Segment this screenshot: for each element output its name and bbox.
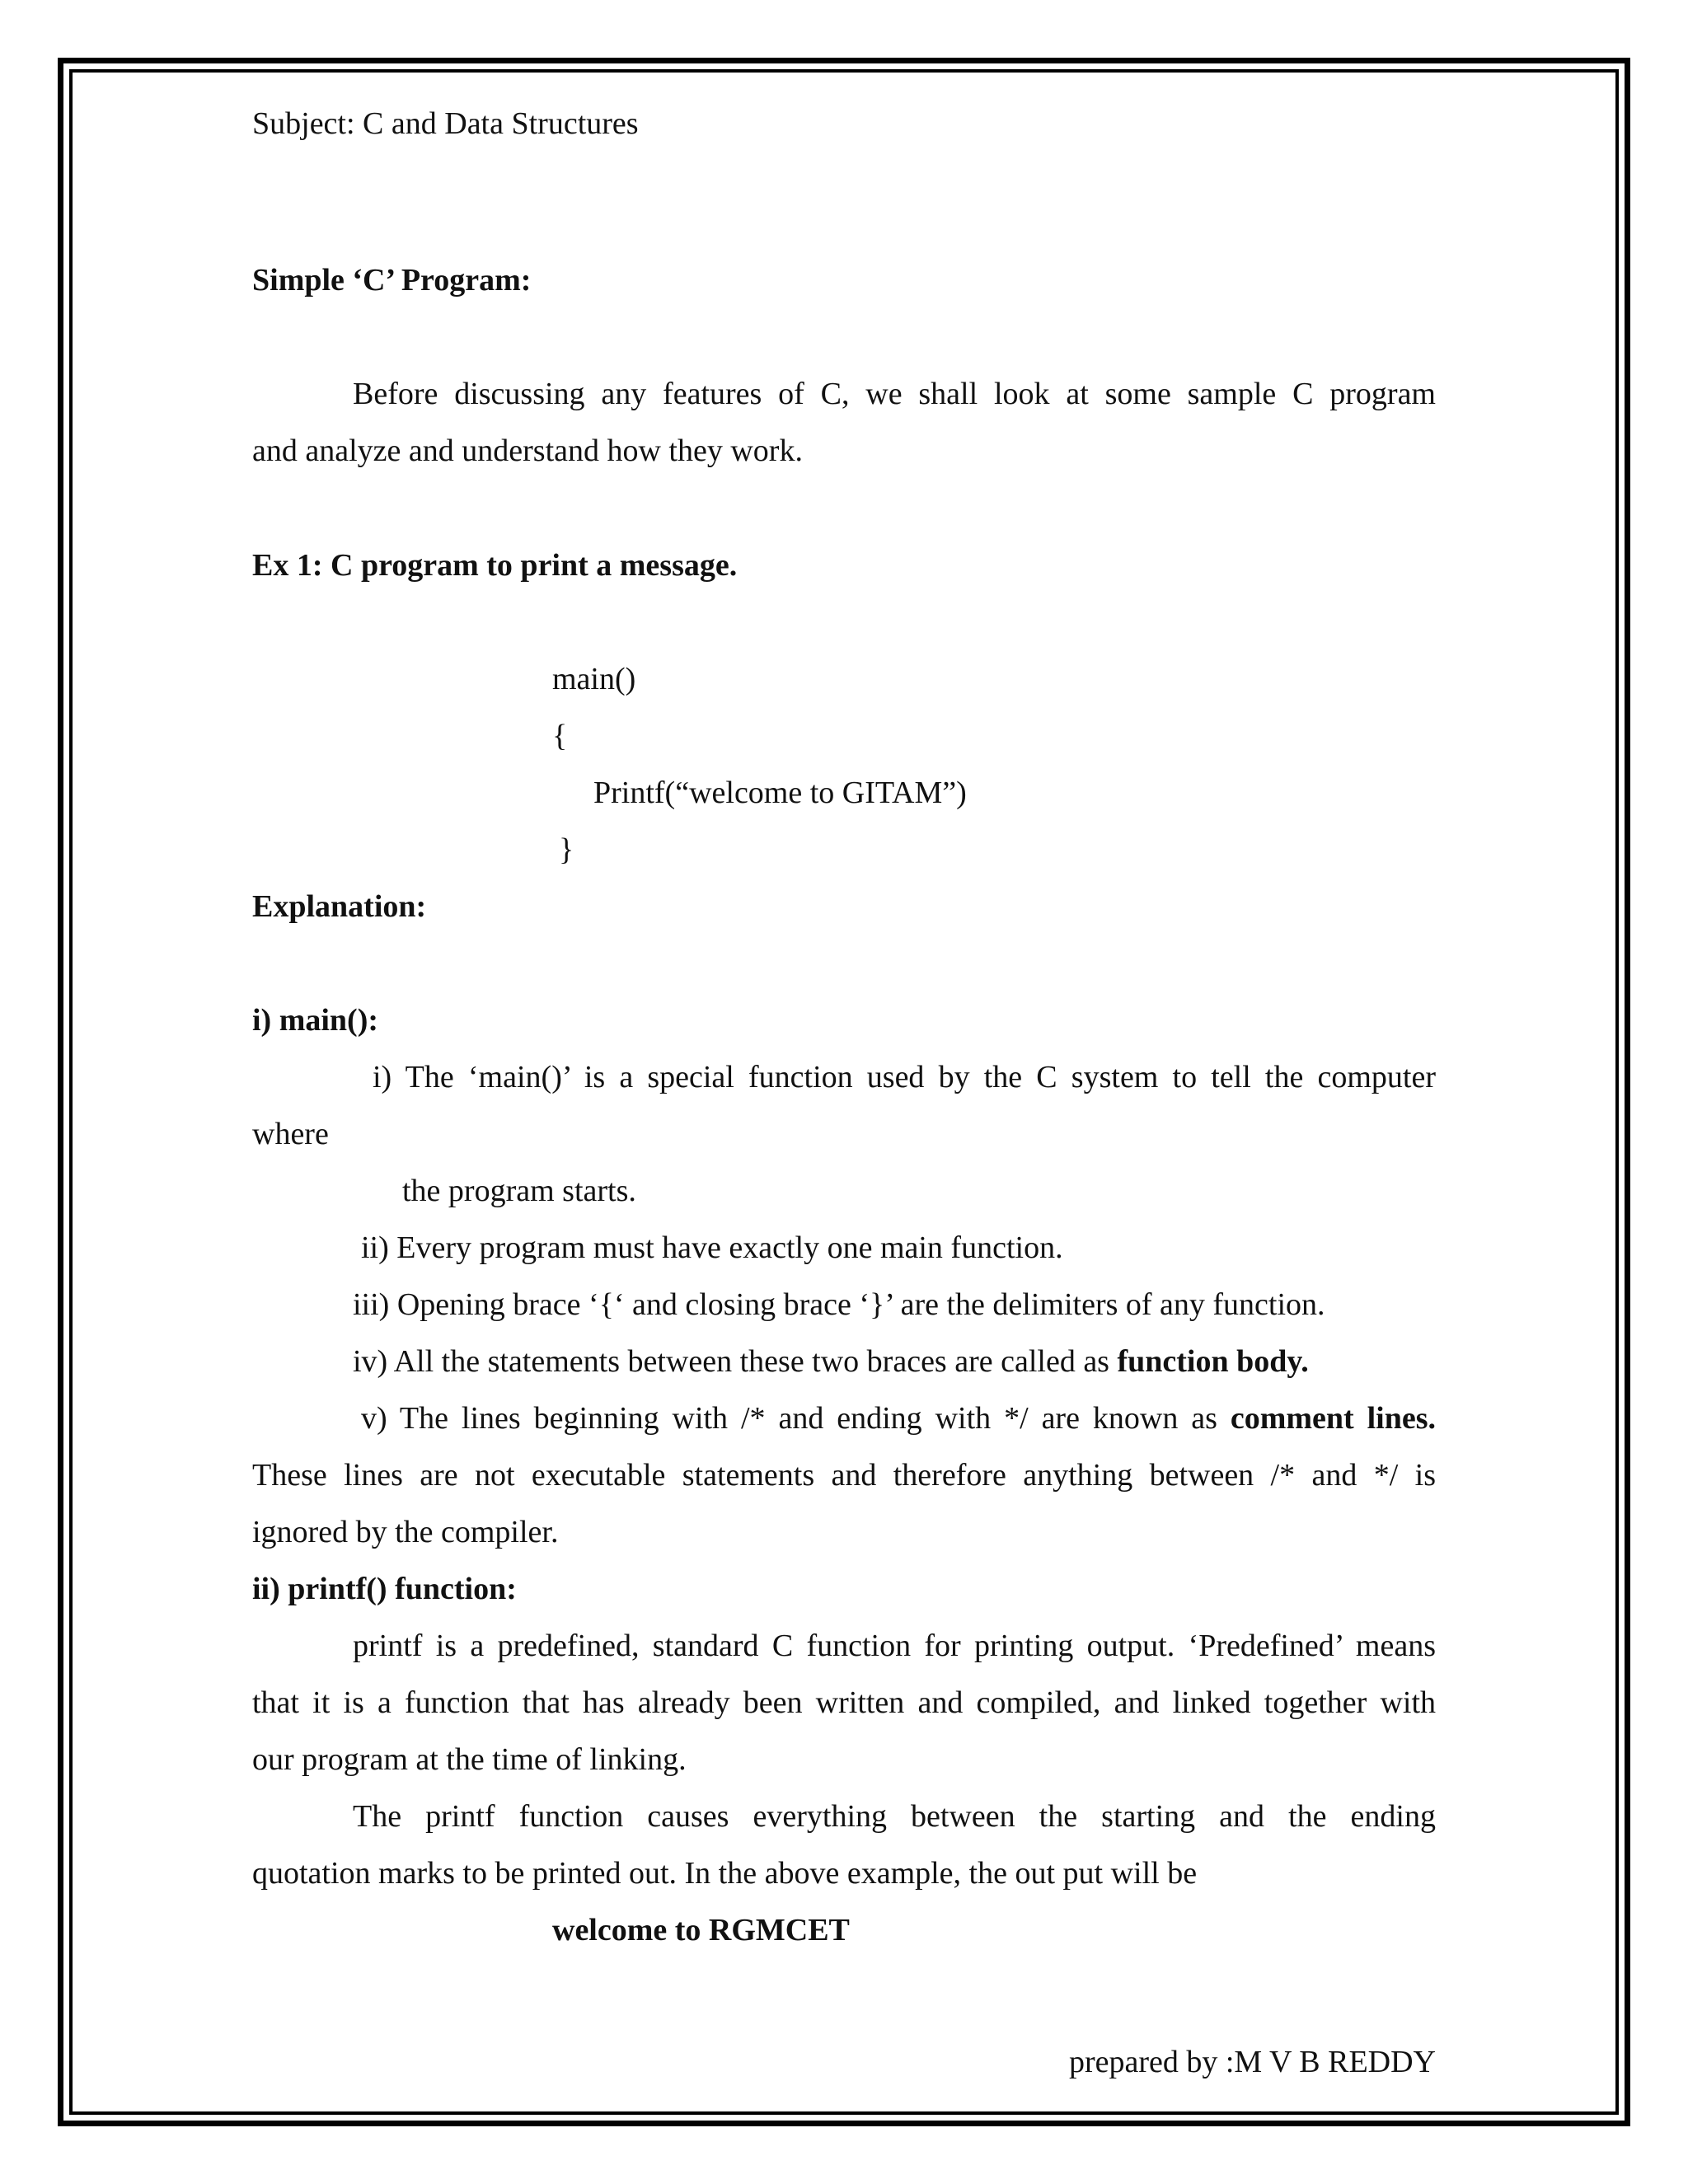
point1-line-2: where [252,1117,329,1151]
intro-line-1: Before discussing any features of C, we shall look at some sample C program [353,377,1436,411]
point5-text: v) The lines beginning with /* and ending with */ are known as [361,1401,1231,1436]
code-line-close-brace: } [559,832,574,867]
code-line-open-brace: { [552,719,568,753]
footer-author: prepared by :M V B REDDY [1068,2045,1436,2079]
intro-line-2: and analyze and understand how they work. [252,434,803,468]
printf-p1-line-1: printf is a predefined, standard C function for printing output. ‘Predefined’ means [353,1629,1436,1663]
code-line-printf: Printf(“welcome to GITAM”) [593,776,967,810]
point5-line-1 [361,1400,1436,1436]
printf-heading: ii) printf() function: [252,1572,517,1606]
example-title: Ex 1: C program to print a message. [252,548,738,583]
point4-bold: function body. [1117,1344,1309,1379]
point5-line-2: These lines are not executable statements and therefore anything between /* and */ is [252,1458,1436,1493]
point1-line-3: the program starts. [402,1174,636,1208]
point3: iii) Opening brace ‘{‘ and closing brace ‘}’ are the delimiters of any function. [353,1287,1325,1322]
point1-line-1: i) The ‘main()’ is a special function used by the C system to tell the computer [373,1060,1436,1094]
printf-p1-line-3: our program at the time of linking. [252,1742,687,1777]
section-heading: Simple ‘C’ Program: [252,263,532,298]
printf-p1-line-2: that it is a function that has already been written and compiled, and linked together with [252,1685,1436,1720]
point5-line-3: ignored by the compiler. [252,1515,559,1549]
code-line-main: main() [552,662,636,696]
explanation-heading: Explanation: [252,889,427,924]
point2: ii) Every program must have exactly one main function. [361,1230,1063,1265]
point5-bold: comment lines. [1230,1401,1437,1436]
subject-line: Subject: C and Data Structures [252,106,639,141]
output-example: welcome to RGMCET [552,1913,850,1947]
point4 [353,1343,1436,1380]
main-subheading: i) main(): [252,1003,379,1038]
point4-text: iv) All the statements between these two braces are called as [353,1344,1118,1379]
printf-p2-line-2: quotation marks to be printed out. In the above example, the out put will be [252,1856,1198,1891]
printf-p2-line-1: The printf function causes everything between the starting and the ending [353,1799,1436,1834]
